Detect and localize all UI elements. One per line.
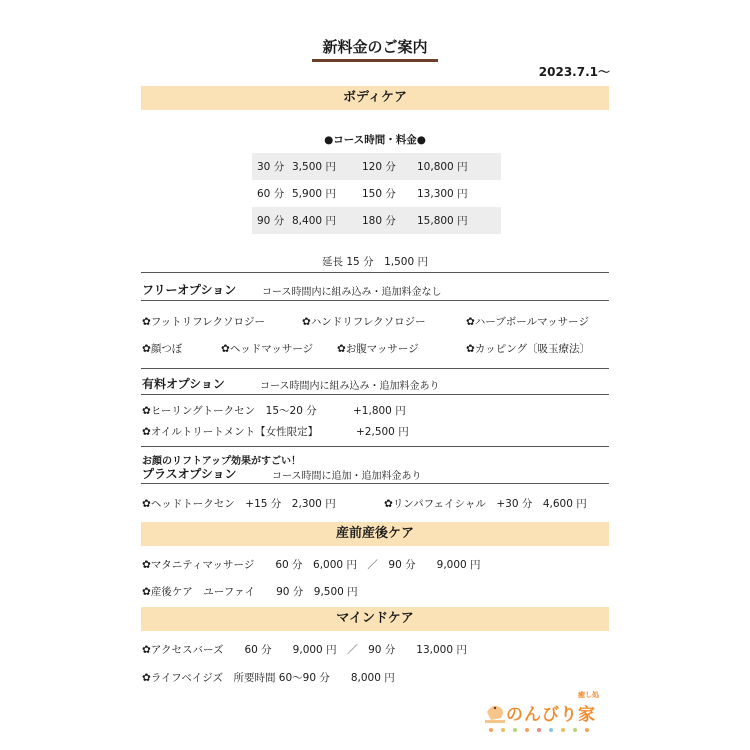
divider	[141, 446, 609, 447]
page-title: 新料金のご案内	[322, 38, 428, 56]
body-care-band: ボディケア	[141, 86, 609, 110]
mind-care-band: マインドケア	[141, 607, 609, 631]
list-item: ✿ヘッドマッサージ	[221, 343, 314, 355]
flower-bullet-icon: ✿	[466, 343, 475, 355]
flower-bullet-icon: ✿	[384, 498, 393, 510]
list-item: ✿ヒーリングトークセン 15〜20 分	[142, 405, 317, 417]
divider	[141, 483, 609, 484]
table-cell: 30 分	[257, 161, 285, 173]
prenatal-care-band: 産前産後ケア	[141, 522, 609, 546]
list-item: ✿マタニティマッサージ 60 分 6,000 円 ／ 90 分 9,000 円	[142, 559, 481, 571]
free-option-note: コース時間内に組み込み・追加料金なし	[262, 287, 442, 298]
free-option-title: フリーオプション	[142, 283, 237, 297]
table-cell: 150 分	[362, 188, 396, 200]
table-cell: 90 分	[257, 215, 285, 227]
plus-option-note: コース時間に追加・追加料金あり	[272, 471, 422, 482]
effective-date: 2023.7.1〜	[538, 65, 610, 79]
table-cell: 180 分	[362, 215, 396, 227]
table-cell: 5,900 円	[292, 188, 336, 200]
course-price-table	[252, 153, 501, 234]
flower-bullet-icon: ✿	[142, 405, 151, 417]
paid-option-note: コース時間内に組み込み・追加料金あり	[260, 381, 440, 392]
table-cell: 10,800 円	[417, 161, 468, 173]
divider	[141, 394, 609, 395]
flower-bullet-icon: ✿	[466, 316, 475, 328]
title-underline	[312, 59, 438, 62]
plus-option-lead: お顔のリフトアップ効果がすごい！	[142, 456, 301, 467]
list-item: ✿アクセスバーズ 60 分 9,000 円 ／ 90 分 13,000 円	[142, 644, 467, 656]
logo-text: のんびり家	[506, 705, 596, 725]
list-item: ✿カッピング〔吸玉療法〕	[466, 343, 590, 355]
logo-subtext: 癒し処	[578, 691, 599, 699]
table-cell: 60 分	[257, 188, 285, 200]
price: +1,800 円	[353, 405, 406, 417]
divider	[141, 368, 609, 369]
list-item: ✿顔つぼ	[142, 343, 183, 355]
flower-bullet-icon: ✿	[142, 343, 151, 355]
list-item: ✿フットリフレクソロジー	[142, 316, 265, 328]
flower-bullet-icon: ✿	[142, 644, 151, 656]
table-cell: 120 分	[362, 161, 396, 173]
list-item: ✿お腹マッサージ	[337, 343, 419, 355]
price: +2,500 円	[356, 426, 409, 438]
list-item: ✿オイルトリートメント【女性限定】	[142, 426, 319, 438]
flower-bullet-icon: ✿	[142, 498, 151, 510]
list-item: ✿リンパフェイシャル +30 分 4,600 円	[384, 498, 587, 510]
table-cell: 8,400 円	[292, 215, 336, 227]
flower-bullet-icon: ✿	[302, 316, 311, 328]
list-item: ✿ヘッドトークセン +15 分 2,300 円	[142, 498, 336, 510]
course-table-heading: ●コース時間・料金●	[324, 134, 426, 146]
flower-bullet-icon: ✿	[142, 426, 151, 438]
flower-bullet-icon: ✿	[142, 672, 151, 684]
list-item: ✿ハンドリフレクソロジー	[302, 316, 426, 328]
flower-bullet-icon: ✿	[221, 343, 230, 355]
table-cell: 15,800 円	[417, 215, 468, 227]
paid-option-title: 有料オプション	[142, 377, 225, 391]
flower-bullet-icon: ✿	[142, 586, 151, 598]
divider	[141, 300, 609, 301]
list-item: ✿産後ケア ユーファイ 90 分 9,500 円	[142, 586, 358, 598]
plus-option-title: プラスオプション	[142, 467, 237, 481]
flower-bullet-icon: ✿	[142, 316, 151, 328]
table-row	[252, 207, 501, 234]
table-cell: 13,300 円	[417, 188, 468, 200]
list-item: ✿ハーブボールマッサージ	[466, 316, 589, 328]
list-item: ✿ライフベイジズ 所要時間 60〜90 分 8,000 円	[142, 672, 395, 684]
table-row	[252, 180, 501, 207]
flower-bullet-icon: ✿	[337, 343, 346, 355]
extension-price: 延長 15 分 1,500 円	[322, 256, 428, 268]
table-cell: 3,500 円	[292, 161, 336, 173]
flower-bullet-icon: ✿	[142, 559, 151, 571]
divider	[141, 272, 609, 273]
table-row	[252, 153, 501, 180]
